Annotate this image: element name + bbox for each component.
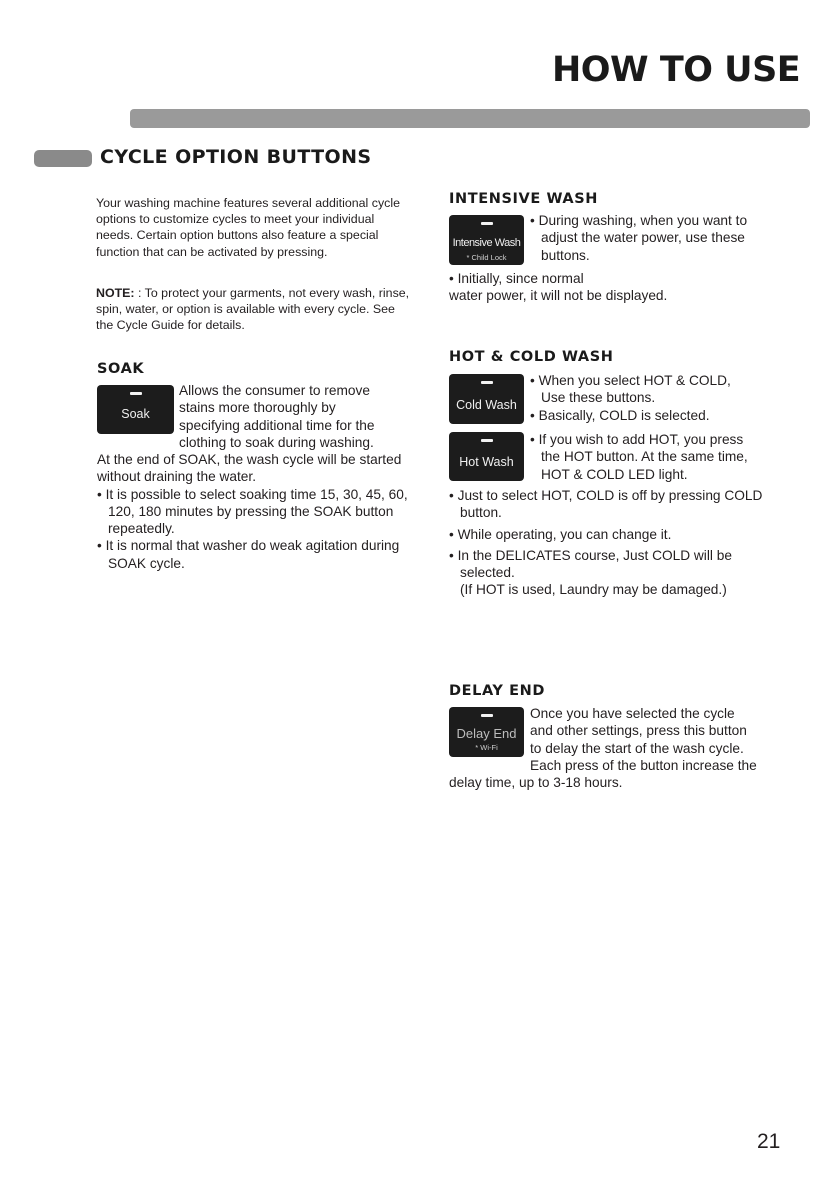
- intensive-led-indicator: [481, 222, 493, 225]
- delay-last-line: delay time, up to 3-18 hours.: [449, 775, 623, 790]
- note-paragraph: [96, 285, 414, 334]
- cold-wash-button: [449, 374, 524, 424]
- intensive-line: adjust the water power, use these: [541, 230, 745, 246]
- delay-line: to delay the start of the wash cycle.: [530, 740, 744, 756]
- intensive-line: buttons.: [541, 247, 590, 263]
- intensive-description: [530, 212, 790, 264]
- delay-end-title: DELAY END: [449, 683, 546, 699]
- soak-line: stains more thoroughly by: [179, 400, 336, 416]
- soak-line: clothing to soak during washing.: [179, 434, 374, 450]
- soak-button: [97, 385, 174, 434]
- page-number: 21: [757, 1130, 781, 1153]
- soak-title: SOAK: [97, 361, 145, 377]
- hot-led-indicator: [481, 439, 493, 442]
- hotcold-line: Use these buttons.: [541, 390, 656, 406]
- hotcold-bullet: • While operating, you can change it.: [449, 526, 672, 542]
- soak-led-indicator: [130, 392, 142, 395]
- wifi-label: * Wi-Fi: [475, 743, 498, 752]
- soak-bullet: • It is possible to select soaking time 15, 30, 45, 60, 120, 180 minutes by pressing the SOAK button repeatedly.: [97, 486, 408, 537]
- hotcold-line: • If you wish to add HOT, you press: [530, 432, 744, 447]
- header-divider: [130, 109, 810, 128]
- soak-details: [97, 451, 419, 572]
- hotcold-line: HOT & COLD LED light.: [541, 466, 688, 482]
- delay-line: Once you have selected the cycle: [530, 706, 735, 721]
- intensive-wash-button-label: Intensive Wash: [452, 237, 521, 249]
- delay-led-indicator: [481, 714, 493, 717]
- soak-para: At the end of SOAK, the wash cycle will be started without draining the water.: [97, 452, 402, 485]
- hotcold-line: • Basically, COLD is selected.: [530, 407, 710, 423]
- soak-bullet: • It is normal that washer do weak agitation during SOAK cycle.: [97, 538, 400, 571]
- soak-line: Allows the consumer to remove: [179, 383, 370, 398]
- note-text: : To protect your garments, not every wash, rinse, spin, water, or option is available with every cycle. See the Cycle Guide for details.: [96, 286, 410, 333]
- cold-description: [530, 372, 790, 424]
- delay-line: and other settings, press this button: [530, 723, 747, 739]
- hotcold-bullet: • In the DELICATES course, Just COLD will be selected.: [449, 547, 732, 581]
- delay-line: Each press of the button increase the: [530, 757, 757, 773]
- intensive-line: • During washing, when you want to: [530, 213, 748, 228]
- hotcold-line: • When you select HOT & COLD,: [530, 373, 731, 388]
- hot-wash-button-label: Hot Wash: [459, 455, 514, 469]
- hotcold-paren-note: (If HOT is used, Laundry may be damaged.): [460, 582, 727, 598]
- soak-line: specifying additional time for the: [179, 417, 375, 433]
- intensive-note: [449, 270, 789, 305]
- soak-description: [179, 382, 419, 451]
- section-marker: [34, 150, 92, 167]
- hotcold-line: the HOT button. At the same time,: [541, 449, 748, 465]
- hotcold-details: [449, 487, 779, 599]
- hot-cold-wash-title: HOT & COLD WASH: [449, 349, 614, 365]
- note-label: NOTE:: [96, 286, 135, 300]
- child-lock-label: * Child Lock: [466, 253, 507, 262]
- hot-wash-button: [449, 432, 524, 481]
- delay-description: [530, 705, 792, 774]
- intensive-line: • Initially, since normal: [449, 271, 584, 286]
- intro-paragraph: Your washing machine features several additional cycle options to customize cycles to meet your individual needs. Certain option buttons also feature a special function that can be activated by pressing.: [96, 196, 400, 259]
- delay-end-button-label: Delay End: [456, 726, 517, 741]
- intensive-wash-title: INTENSIVE WASH: [449, 191, 599, 207]
- section-title: CYCLE OPTION BUTTONS: [100, 146, 372, 168]
- soak-button-label: Soak: [121, 407, 150, 421]
- cold-led-indicator: [481, 381, 493, 384]
- intensive-wash-button: [449, 215, 524, 265]
- delay-end-button: [449, 707, 524, 757]
- hot-description: [530, 431, 792, 483]
- intensive-line: water power, it will not be displayed.: [449, 288, 668, 304]
- page-title: HOW TO USE: [552, 50, 801, 90]
- hotcold-bullet: • Just to select HOT, COLD is off by pressing COLD button.: [449, 488, 763, 521]
- cold-wash-button-label: Cold Wash: [456, 398, 517, 412]
